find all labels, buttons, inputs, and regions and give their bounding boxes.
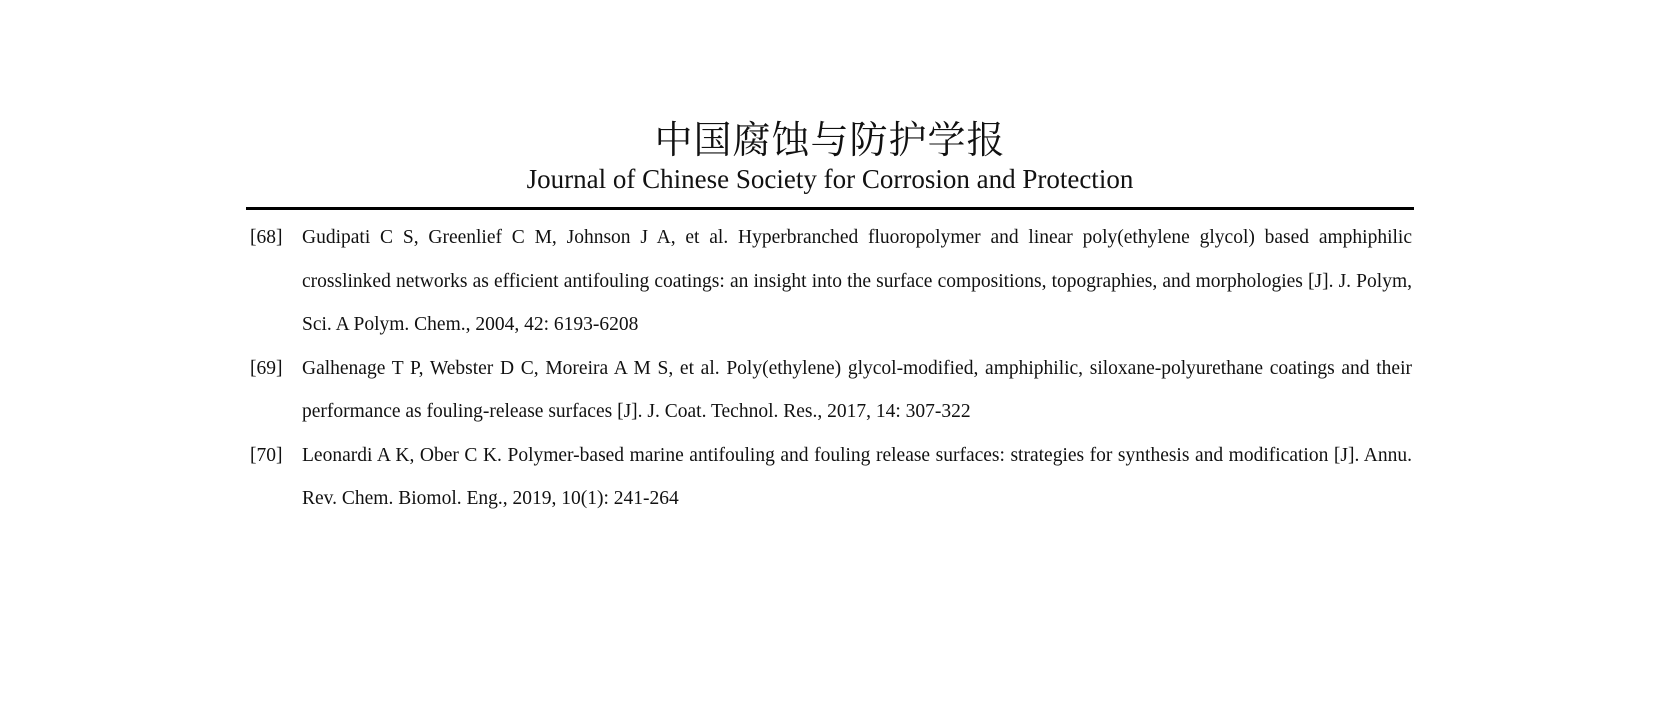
reference-list xyxy=(250,216,1412,521)
reference-text: Galhenage T P, Webster D C, Moreira A M S, et al. Poly(ethylene) glycol-modified, amphiphilic, siloxane-polyurethane coatings and their performance as fouling-release surfaces [J]. J. Coat. Technol. Res., 2017, 14: 307-322 xyxy=(302,357,1412,422)
reference-number: [70] xyxy=(250,444,283,466)
reference-text: Gudipati C S, Greenlief C M, Johnson J A, et al. Hyperbranched fluoropolymer and linear poly(ethylene glycol) based amphiphilic crosslinked networks as efficient antifouling coatings: an insight into the surface compositions, topographies, and morphologies [J]. J. Polym, Sci. A Polym. Chem., 2004, 42: 6193-6208 xyxy=(302,227,1412,335)
journal-header xyxy=(246,116,1414,196)
reference-item xyxy=(250,216,1412,347)
reference-item xyxy=(250,347,1412,434)
reference-text: Leonardi A K, Ober C K. Polymer-based marine antifouling and fouling release surfaces: strategies for synthesis and modification [J]. Annu. Rev. Chem. Biomol. Eng., 2019, 10(1): 241-264 xyxy=(302,444,1412,509)
reference-number: [68] xyxy=(250,227,283,248)
journal-title-english: Journal of Chinese Society for Corrosion and Protection xyxy=(526,164,1134,194)
header-divider xyxy=(246,207,1414,210)
reference-number: [69] xyxy=(250,357,283,379)
reference-item xyxy=(250,434,1412,521)
journal-title-chinese: 中国腐蚀与防护学报 xyxy=(654,118,1006,162)
